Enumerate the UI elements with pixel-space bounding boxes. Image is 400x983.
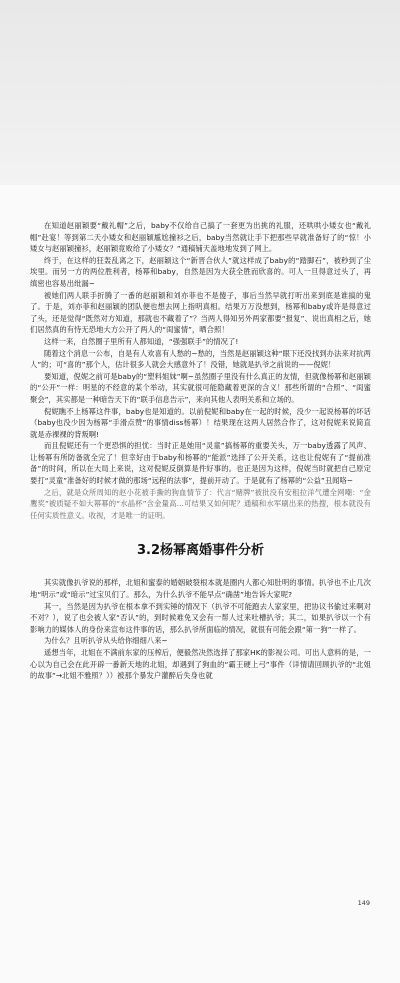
page-content bbox=[30, 220, 371, 682]
paragraph: 随着这个消息一公布，自是有人欢喜有人愁的~愁的，当然是赵丽颖这种“眼下还没找到办法来对抗两人”的；可“喜的”那个人，估计很多人就会大感意外了！没错，她就是扒爷之前说的——倪妮！ bbox=[30, 348, 371, 370]
top-margin bbox=[0, 0, 400, 185]
paragraph: 要知道，倪妮之前可是baby的“塑料姐妹”啊~虽然圈子里没有什么真正的友情，但就像杨幂和赵丽颖的“公开”一样：明星的不经意的某个举动，其实就很可能隐藏着更深的含义！那些所谓的“合照”、“闺蜜聚会”，其实都是一种暗告天下的“联手信息告示”，来向其他人表明关系和立场的。 bbox=[30, 371, 371, 404]
page-number: 149 bbox=[357, 899, 370, 907]
paragraph: 其一，当然是因为扒爷在根本拿不到实锤的情况下（扒爷不可能跑去人家家里，把协议书偷过来啊对不对？），说了也会被人家“否认”的，到时候难免又会有一帮人过来吐槽扒爷；其二，如果扒爷以一个有影响力的媒体人的身份来宣布这件事的话，那么扒爷所面临的情况，就很有可能会跟“第一狗”一样了。 bbox=[30, 601, 371, 634]
paragraph: 在知道赵丽颖要“戴礼帽”之后，baby不仅给自己搞了一套更为出挑的礼服，还哄哄小矮女也“戴礼帽”赴宴！等到第二天小矮女和赵丽颖尴尬撞衫之后，baby当然就让手下把那些早就准备好了的“惊！小矮女与赵丽颖撞衫，赵丽颖竟败给了小矮女？”通稿铺天盖地地发到了网上。 bbox=[30, 221, 371, 254]
paragraph: 其实就像扒爷说的那样，北姐和蜜泰的婚姻破裂根本就是圈内人都心知肚明的事情。扒爷也不止几次地“明示”或“暗示”过宝贝们了。那么，为什么扒爷不能早点“确凿”地告诉大家呢? bbox=[30, 578, 371, 600]
paragraph: 而且倪妮还有一个更恐惧的担忧：当时正是她用“灵童”搞杨幂的重要关头，万一baby透露了风声、让杨幂有所防备就全完了！但幸好由于baby和杨幂的“能派”选择了公开关系，这也让倪妮有了“提前准备”的时间，所以在大局上来说，这对倪妮反倒算是件好事的。也正是因为这样，倪妮当时就把自己原定要打“灵童”准备好的时候才做的那场“远程的法事”，提前开动了。于是就有了杨幂的“公益”丑闻咯~ bbox=[30, 441, 371, 486]
paragraph: 倪妮瞧不上杨幂这件事，baby也是知道的。以前倪妮和baby在一起的时候，没少一起说杨幂的坏话（baby也没少因为杨幂“手滑点赞”的事情diss杨幂）！结果现在这两人居然合作了，这对倪妮来说简直就是赤裸裸的背叛啊! bbox=[30, 406, 371, 439]
paragraph: 为什么？且听扒爷从头给你细细八来~ bbox=[44, 636, 168, 646]
paragraph: 被她们两人联手折腾了一番的赵丽颖和刘亦菲也不是傻子，事后当然早就打听出来到底是谁搞的鬼了。于是，刘亦菲和赵丽颖的团队便也想去网上指明真相。结果万万没想到，杨幂和baby或许是得意过了头，还是觉得“既然对方知道，那就也不藏着了”？当两人得知另外两家都要“报复”、说出真相之后，她们居然真的有恃无恐地大方公开了两人的“闺蜜情”，晒合照！ bbox=[30, 290, 371, 335]
paragraph: 这样一来，自然圈子里所有人都知道，“强强联手”的情况了! bbox=[44, 336, 239, 346]
section-title: 3.2杨幂离婚事件分析 bbox=[136, 543, 265, 559]
paragraph: 遥想当年，北姐在不满前东家的压榨后，便毅然决然选择了那家HK的影视公司。可出人意料的是，一心以为自己会在此开辟一番新天地的北姐，却遇到了狗血的“霸王硬上弓”事件（详情请回顾扒爷的“北姐的故事”→北姐不雅照？））被那个暴发户灌醉后失身也就 bbox=[30, 648, 371, 681]
paragraph: 终于，在这样的狂轰乱离之下，赵丽颖这个“新晋合伙人”就这样成了baby的“踏脚石”，被秒到了尘埃里。而另一方的两位胜利者，杨幂和baby，自然是因为大获全胜而欣喜的。可人一旦得意过头了，再缜密也容易出纰漏~ bbox=[30, 255, 371, 288]
note-paragraph: 之后，就是众所周知的赵小花被手撕的狗血情节了：代言“赌牌”被批没有安租拉洋气遭全网嘲：“金鹰奖”被质疑不如大幂幂的“水晶杯”含金量高…可结果又如何呢？通稿和水军刷出来的热搜，根本就没有任何实质性意义。收视，才是唯一的证明。 bbox=[30, 487, 371, 520]
